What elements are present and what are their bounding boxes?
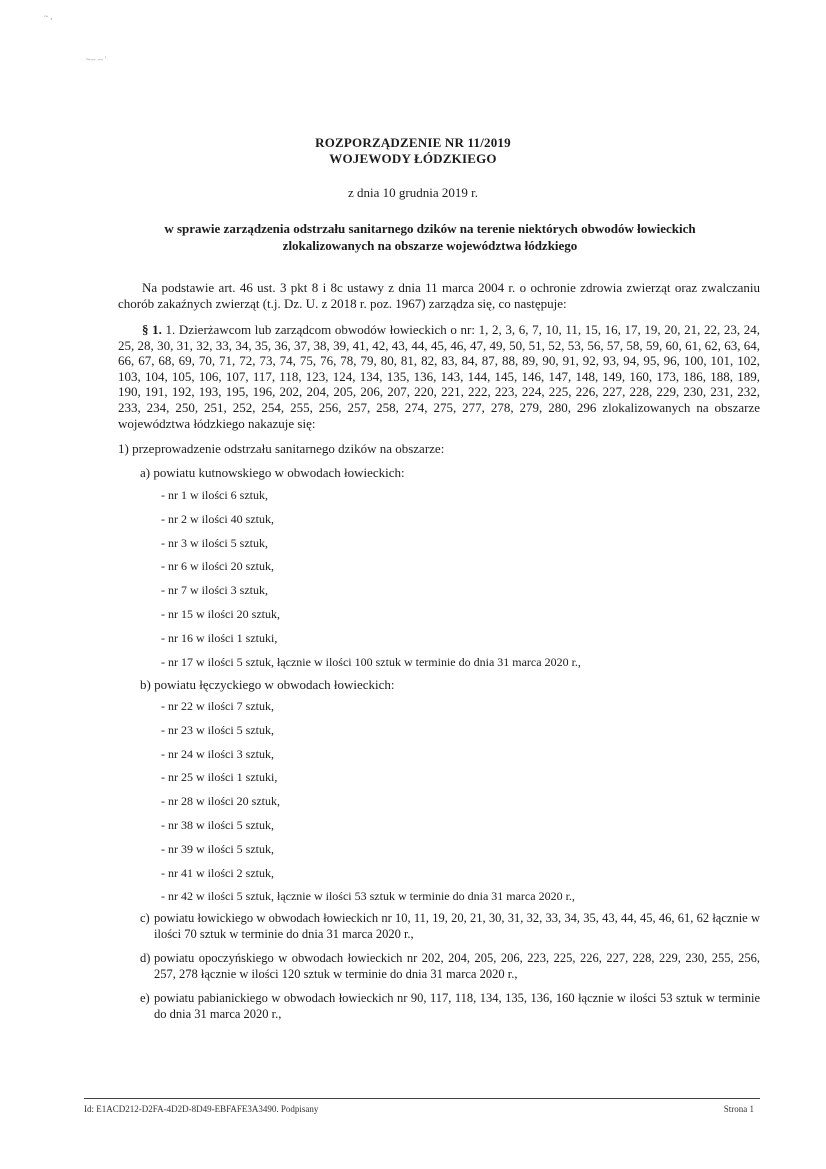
list-item: - nr 1 w ilości 6 sztuk, bbox=[161, 488, 268, 502]
list-item: - nr 6 w ilości 20 sztuk, bbox=[161, 559, 274, 574]
item-label: e) bbox=[140, 991, 150, 1005]
list-item: - nr 25 w ilości 1 sztuki, bbox=[161, 770, 278, 785]
item-1-heading: 1) przeprowadzenie odstrzału sanitarnego dzików na obszarze: bbox=[118, 441, 445, 456]
issue-date: z dnia 10 grudnia 2019 r. bbox=[348, 185, 478, 200]
district-a-list bbox=[161, 487, 581, 677]
item-text: powiatu pabianickiego w obwodach łowieckich nr 90, 117, 118, 134, 135, 136, 160 łącznie w ilości 53 sztuk w terminie do dnia 31 marca 2020 r., bbox=[154, 991, 760, 1021]
list-item: - nr 42 w ilości 5 sztuk, łącznie w ilości 53 sztuk w terminie do dnia 31 marca 2020 r., bbox=[161, 889, 575, 904]
item-label: c) bbox=[140, 911, 150, 925]
district-b-list bbox=[161, 698, 575, 912]
page-number: Strona 1 bbox=[723, 1104, 754, 1114]
list-item: - nr 17 w ilości 5 sztuk, łącznie w ilości 100 sztuk w terminie do dnia 31 marca 2020 r., bbox=[161, 654, 581, 669]
scan-artifact: ~-- -- ' bbox=[86, 55, 107, 64]
section-1-text: 1. Dzierżawcom lub zarządcom obwodów łowieckich o nr: 1, 2, 3, 6, 7, 10, 11, 15, 16, 17, 19, 20, 21, 22, 23, 24, 25, 28, 30, 31, 32, 33, 34, 35, 36, 37, 38, 39, 41, 42, 43, 44, 45, 46, 47, 49, 50, 51, 52, 53, 56, 57, 58, 59, 60, 61, 62, 63, 64, 66, 67, 68, 69, 70, 71, 72, 73, 74, 75, 76, 78, 79, 80, 81, 82, 83, 84, 87, 88, 89, 90, 91, 92, 93, 94, 95, 96, 100, 101, 102, 103, 104, 105, 106, 107, 117, 118, 123, 124, 134, 135, 136, 143, 144, 145, 146, 147, 148, 149, 160, 173, 186, 188, 189, 190, 191, 192, 193, 195, 196, 202, 204, 205, 206, 207, 220, 221, 222, 223, 224, 225, 226, 227, 228, 229, 230, 231, 232, 233, 234, 250, 251, 252, 254, 255, 256, 257, 258, 274, 275, 277, 278, 279, 280, 296 zlokalizowanych na obszarze województwa łódzkiego nakazuje się: bbox=[118, 322, 761, 431]
list-item: - nr 23 w ilości 5 sztuk, bbox=[161, 722, 274, 737]
list-item: - nr 7 w ilości 3 sztuk, bbox=[161, 583, 268, 598]
district-c-paragraph bbox=[140, 910, 760, 942]
district-a-heading: a) powiatu kutnowskiego w obwodach łowieckich: bbox=[140, 465, 405, 480]
document-id: Id: E1ACD212-D2FA-4D2D-8D49-EBFAFE3A3490. Podpisany bbox=[84, 1104, 319, 1114]
item-label: d) bbox=[140, 951, 151, 965]
list-item: - nr 2 w ilości 40 sztuk, bbox=[161, 511, 274, 526]
item-text: powiatu opoczyńskiego w obwodach łowieckich nr 202, 204, 205, 206, 223, 225, 226, 227, 228, 229, 230, 255, 256, 257, 278 łącznie w ilości 120 sztuk w terminie do dnia 31 marca 2020 r., bbox=[154, 951, 760, 981]
list-item: - nr 24 w ilości 3 sztuk, bbox=[161, 746, 274, 761]
item-text: powiatu łowickiego w obwodach łowieckich nr 10, 11, 19, 20, 21, 30, 31, 32, 33, 34, 35, 43, 44, 45, 46, 61, 62 łącznie w ilości 70 sztuk w terminie do dnia 31 marca 2020 r., bbox=[154, 911, 760, 941]
district-e-paragraph bbox=[140, 990, 760, 1022]
issuer-title: WOJEWODY ŁÓDZKIEGO bbox=[329, 151, 497, 166]
list-item: - nr 16 w ilości 1 sztuki, bbox=[161, 630, 278, 645]
list-item: - nr 38 w ilości 5 sztuk, bbox=[161, 817, 274, 832]
district-d-paragraph bbox=[140, 950, 760, 982]
regulation-subject: w sprawie zarządzenia odstrzału sanitarnego dzików na terenie niektórych obwodów łowieckich zlokalizowanych na obszarze województwa łódzkiego bbox=[164, 221, 696, 253]
section-label: § 1. bbox=[142, 322, 162, 337]
regulation-title: ROZPORZĄDZENIE NR 11/2019 bbox=[315, 135, 511, 150]
list-item: - nr 3 w ilości 5 sztuk, bbox=[161, 535, 268, 550]
section-1-paragraph bbox=[118, 322, 760, 431]
document-header bbox=[0, 135, 826, 167]
list-item: - nr 39 w ilości 5 sztuk, bbox=[161, 841, 274, 856]
list-item: - nr 22 w ilości 7 sztuk, bbox=[161, 699, 274, 713]
list-item: - nr 41 w ilości 2 sztuk, bbox=[161, 865, 274, 880]
list-item: - nr 15 w ilości 20 sztuk, bbox=[161, 606, 280, 621]
district-b-heading: b) powiatu łęczyckiego w obwodach łowieckich: bbox=[140, 677, 395, 692]
legal-basis-paragraph: Na podstawie art. 46 ust. 3 pkt 8 i 8c ustawy z dnia 11 marca 2004 r. o ochronie zdrowia zwierząt oraz zwalczaniu chorób zakaźnych zwierząt (t.j. Dz. U. z 2018 r. poz. 1967) zarządza się, co następuje: bbox=[118, 280, 760, 311]
scan-artifact: ~ , bbox=[44, 12, 53, 21]
footer-divider bbox=[84, 1098, 760, 1099]
list-item: - nr 28 w ilości 20 sztuk, bbox=[161, 794, 280, 809]
